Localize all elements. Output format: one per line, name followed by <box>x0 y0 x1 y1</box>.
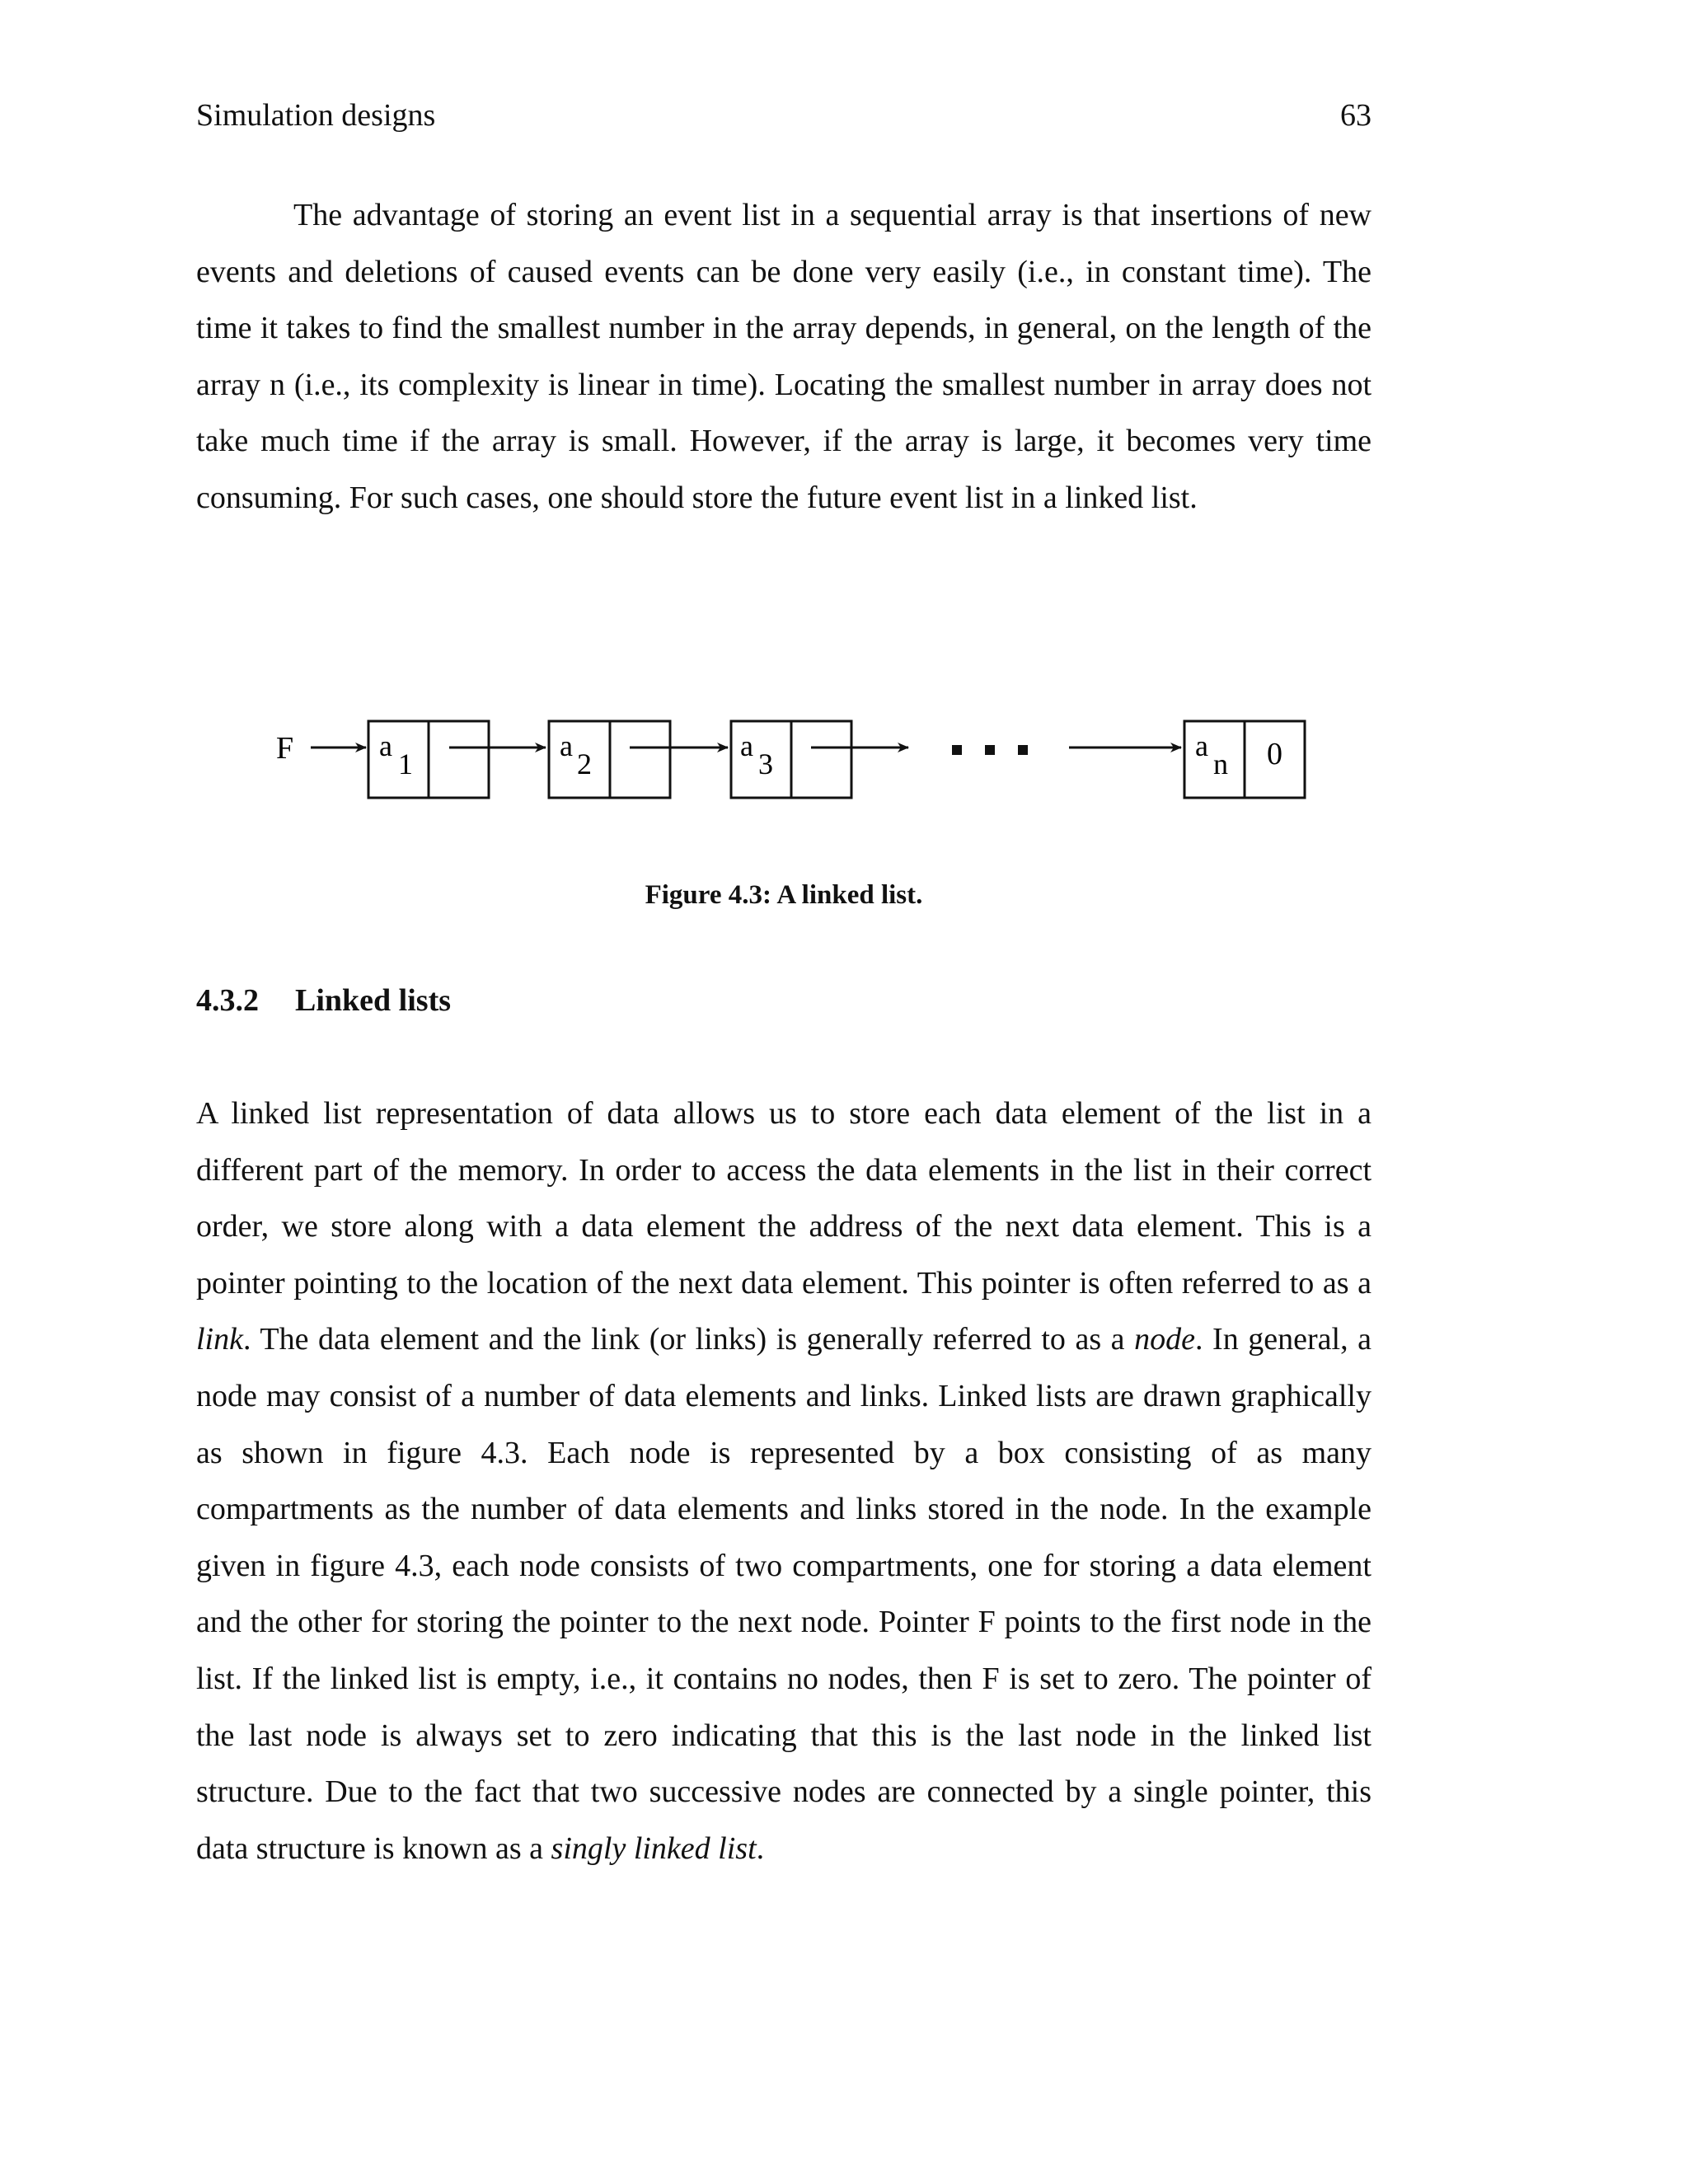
running-header <box>196 96 1372 135</box>
node-1-subscript: 1 <box>398 748 413 780</box>
paragraph-text: A linked list representation of data allows us to store each data element of the list in a different part of the memory. In order to access the data elements in the list in their correct order, we store along with a data element the address of the next data element. This is a pointer pointing to the location of the next data element. This pointer is often referred to as a <box>196 1096 1372 1301</box>
node-n-data: a <box>1195 729 1208 762</box>
term-link: link <box>196 1322 243 1357</box>
ellipsis-dots <box>952 745 1028 755</box>
paragraph-event-list-array: The advantage of storing an event list in a sequential array is that insertions of new events and deletions of caused events can be done very easily (i.e., in constant time). The time it takes to find the smallest number in the array depends, in general, on the length of the array n (i.e., its complexity is linear in time). Locating the smallest number in array does not take much time if the array is small. However, if the array is large, it becomes very time consuming. For such cases, one should store the future event list in a linked list. <box>196 198 1372 515</box>
linked-list-diagram <box>247 709 1368 824</box>
list-node-1 <box>368 721 489 798</box>
paragraph-text: . In general, a node may consist of a number of data elements and links. Linked lists are drawn graphically as shown in figure 4.3. Each node is represented by a box consisting of as many compartments as the number of data elements and links stored in the node. In the example given in figure 4.3, each node consists of two compartments, one for storing a data element and the other for storing the pointer to the next node. Pointer F points to the first node in the list. If the linked list is empty, i.e., it contains no nodes, then F is set to zero. The pointer of the last node is always set to zero indicating that this is the last node in the linked list structure. Due to the fact that two successive nodes are connected by a single pointer, this data structure is known as a <box>196 1322 1372 1866</box>
linked-list-figure <box>247 709 1368 824</box>
term-node: node <box>1134 1322 1195 1357</box>
section-heading <box>196 981 451 1020</box>
node-1-data: a <box>379 729 392 762</box>
node-n-null-link: 0 <box>1267 737 1282 771</box>
paragraph-text: . <box>756 1830 765 1866</box>
node-2-subscript: 2 <box>577 748 592 780</box>
paragraph-text: . The data element and the link (or links) is generally referred to as a <box>242 1322 1135 1357</box>
node-2-data: a <box>560 729 573 762</box>
page-number: 63 <box>1340 98 1372 133</box>
paragraph-linked-lists <box>196 1085 1372 1877</box>
pointer-f-label: F <box>276 731 294 766</box>
section-number: 4.3.2 <box>196 983 259 1018</box>
list-node-n <box>1184 721 1305 798</box>
term-singly-linked-list: singly linked list <box>551 1830 757 1866</box>
node-n-subscript: n <box>1213 748 1228 780</box>
section-title: Linked lists <box>295 983 452 1018</box>
list-node-3 <box>731 721 851 798</box>
node-3-subscript: 3 <box>758 748 773 780</box>
figure-caption: Figure 4.3: A linked list. <box>645 880 923 910</box>
list-node-2 <box>549 721 670 798</box>
running-title: Simulation designs <box>196 98 436 133</box>
node-3-data: a <box>740 729 753 762</box>
